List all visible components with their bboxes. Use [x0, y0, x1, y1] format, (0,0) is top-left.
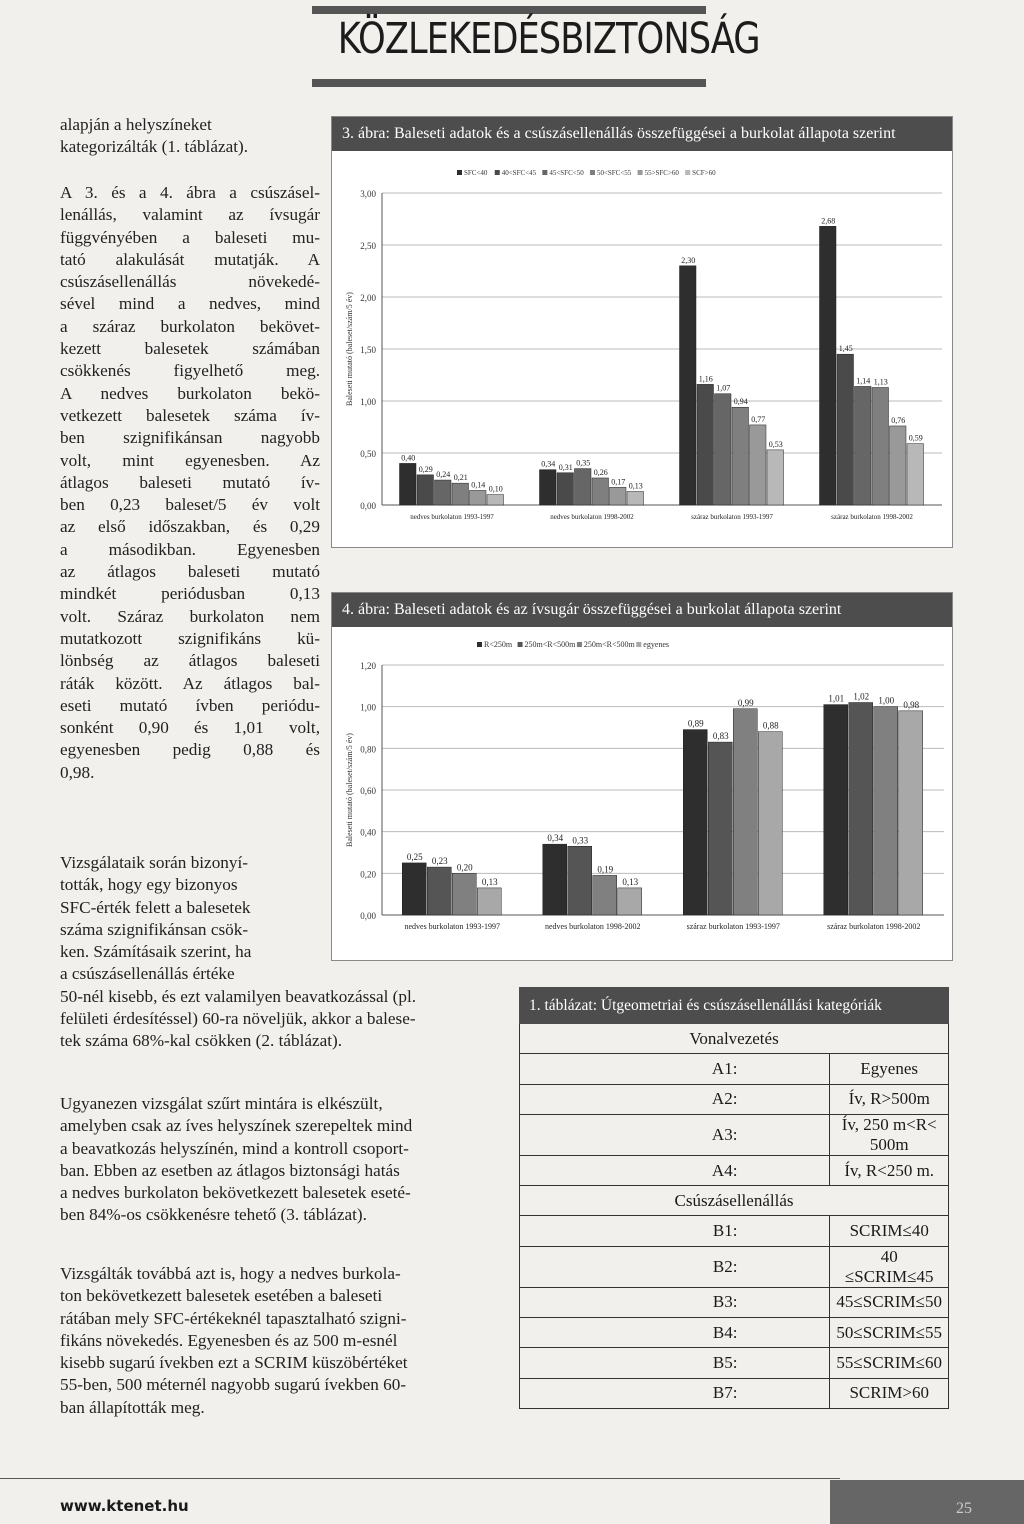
- y-tick-label: 1,20: [360, 661, 376, 671]
- data-label: 2,30: [681, 255, 696, 265]
- text-line: függvényében a baleseti mu-: [60, 227, 320, 247]
- data-label: 1,14: [856, 376, 871, 386]
- category-code: B1:: [520, 1216, 830, 1246]
- text-line: lenállás, valamint az ívsugár: [60, 205, 320, 225]
- data-label: 1,16: [698, 374, 713, 384]
- legend-label: SCF>60: [692, 169, 716, 177]
- bar: [592, 478, 609, 505]
- data-label: 0,98: [903, 699, 920, 710]
- paragraph-filtered: [60, 1093, 510, 1227]
- y-tick-label: 3,00: [360, 189, 376, 199]
- bar: [697, 384, 714, 505]
- figure-3-caption: 3. ábra: Baleseti adatok és a csúszásellenállás összefüggései a burkolat állapota szerint: [332, 117, 952, 151]
- bar: [417, 475, 434, 505]
- bar: [568, 846, 592, 915]
- bar: [427, 867, 451, 915]
- header-rule-bottom: [312, 79, 706, 87]
- y-tick-label: 0,80: [360, 744, 376, 755]
- bar: [487, 495, 504, 505]
- data-label: 0,13: [481, 876, 498, 887]
- table-section-heading: Csúszásellenállás: [520, 1186, 949, 1216]
- bar: [557, 473, 574, 505]
- text-line: ban. Ebben az esetben az átlagos biztonsági hatás: [60, 1160, 400, 1180]
- text-line: ben szignifikánsan nagyobb: [60, 428, 320, 448]
- data-label: 0,23: [431, 856, 448, 867]
- category-value: Egyenes: [830, 1054, 949, 1084]
- bar: [400, 463, 417, 505]
- bar: [732, 407, 749, 505]
- text-line: Vizsgálataik során bizonyí-: [60, 853, 248, 872]
- legend-swatch: [577, 642, 582, 647]
- bar: [750, 425, 767, 505]
- figure-4-chart: [332, 627, 952, 940]
- legend-swatch: [542, 170, 547, 175]
- text-line: ken. Számításaik szerint, ha: [60, 942, 252, 962]
- data-label: 0,83: [712, 731, 729, 742]
- legend-swatch: [457, 170, 462, 175]
- text-line: mutatkozott szignifikáns kü-: [60, 628, 320, 648]
- table-1-title: 1. táblázat: Útgeometriai és csúszásellenállási kategóriák: [519, 987, 949, 1024]
- legend-swatch: [495, 170, 500, 175]
- section-title: KÖZLEKEDÉSBIZTONSÁG: [337, 14, 760, 64]
- legend-swatch: [477, 642, 482, 647]
- table-1: [519, 987, 949, 1409]
- text-line: felületi érdesítéssel) 60-ra növeljük, akkor a balese-: [60, 1009, 416, 1029]
- text-line: ráták között. Az átlagos bal-: [60, 673, 320, 693]
- figure-3: [331, 116, 953, 548]
- legend-label: 250m<R<500m: [583, 640, 635, 649]
- y-tick-label: 0,20: [360, 869, 376, 880]
- table-row: [520, 1155, 949, 1185]
- bar: [477, 888, 501, 915]
- bar: [452, 483, 469, 505]
- text-line: ban állapították meg.: [60, 1397, 205, 1417]
- bar: [715, 394, 732, 505]
- text-line: rátában mely SFC-értékeknél tapasztalható szigni-: [60, 1308, 407, 1328]
- bar: [899, 711, 923, 915]
- data-label: 0,26: [593, 467, 608, 477]
- bar: [435, 480, 452, 505]
- bar: [907, 444, 924, 505]
- y-tick-label: 1,00: [360, 702, 376, 713]
- data-label: 0,24: [436, 470, 451, 480]
- y-tick-label: 1,00: [360, 397, 376, 407]
- table-row: [520, 1054, 949, 1084]
- bar: [540, 470, 557, 505]
- chart-legend: [457, 169, 716, 177]
- text-line: a másodikban. Egyenesben: [60, 539, 320, 559]
- bar: [855, 386, 872, 505]
- text-line: csökkenés figyelhető meg.: [60, 361, 320, 381]
- footer-rule: [0, 1478, 840, 1479]
- text-line: csúszásellenállás növekedé-: [60, 272, 320, 292]
- category-value: Ív, R>500m: [830, 1084, 949, 1114]
- bar: [610, 487, 627, 505]
- paragraph-threshold: [60, 1263, 510, 1419]
- bar: [627, 491, 644, 505]
- page-number: 25: [956, 1500, 972, 1517]
- bar: [758, 732, 782, 915]
- text-line: mindkét periódusban 0,13: [60, 584, 320, 604]
- text-line: tató alakulását mutatják. A: [60, 249, 320, 269]
- table-row: [520, 1084, 949, 1114]
- category-value: 45≤SCRIM≤50: [830, 1287, 949, 1317]
- table-section-heading: Vonalvezetés: [520, 1024, 949, 1054]
- legend-label: 50<SFC<55: [596, 169, 632, 177]
- x-category-label: száraz burkolaton 1998-2002: [827, 922, 921, 931]
- data-label: 0,77: [751, 414, 766, 424]
- table-row: [520, 1318, 949, 1348]
- footer-url: www.ktenet.hu: [60, 1497, 189, 1515]
- bar: [593, 875, 617, 915]
- data-label: 0,19: [597, 864, 614, 875]
- data-label: 0,29: [418, 464, 433, 474]
- text-line: 50-nél kisebb, és ezt valamilyen beavatkozással (pl.: [60, 986, 417, 1006]
- text-line: ton bekövetkezett balesetek esetében a baleseti: [60, 1286, 383, 1306]
- bar: [543, 844, 567, 915]
- text-line: tották, hogy egy bizonyos: [60, 875, 238, 895]
- data-label: 1,01: [828, 693, 845, 704]
- text-line: egyenesben pedig 0,88 és: [60, 740, 320, 760]
- text-line: kezett balesetek számában: [60, 339, 320, 359]
- data-label: 0,53: [768, 439, 783, 449]
- data-label: 0,99: [737, 697, 754, 708]
- bar: [683, 730, 707, 915]
- data-label: 0,76: [891, 415, 906, 425]
- bar: [849, 703, 873, 916]
- data-label: 0,40: [401, 453, 416, 463]
- text-line: SFC-érték felett a balesetek: [60, 897, 251, 917]
- bar: [680, 266, 697, 505]
- data-label: 0,88: [762, 720, 779, 731]
- text-line: volt. Száraz burkolaton nem: [60, 606, 320, 626]
- chart-legend: [477, 640, 669, 649]
- text-line: tek száma 68%-kal csökken (2. táblázat).: [60, 1031, 343, 1051]
- data-label: 1,07: [716, 383, 731, 393]
- legend-swatch: [636, 642, 641, 647]
- text-line: volt, mint egyenesben. Az: [60, 450, 320, 470]
- text-line: a nedves burkolaton bekövetkezett balesetek eseté-: [60, 1183, 411, 1203]
- x-category-label: száraz burkolaton 1993-1997: [691, 513, 773, 521]
- bar: [618, 888, 642, 915]
- text-line: az átlagos baleseti mutató: [60, 562, 320, 582]
- data-label: 1,45: [838, 344, 853, 354]
- text-line: az első időszakban, és 0,29: [60, 517, 320, 537]
- bar: [872, 387, 889, 505]
- category-code: A4:: [520, 1155, 830, 1185]
- y-tick-label: 0,00: [360, 501, 376, 511]
- data-label: 0,20: [456, 862, 473, 873]
- legend-swatch: [638, 170, 643, 175]
- data-label: 2,68: [821, 216, 836, 226]
- text-line: kisebb sugarú ívekben ezt a SCRIM küszöbértéket: [60, 1353, 408, 1373]
- text-line: ben 84%-os csökkenésre tehető (3. táblázat).: [60, 1205, 367, 1225]
- bar: [733, 709, 757, 915]
- text-line: lönbség az átlagos baleseti: [60, 651, 320, 671]
- category-value: SCRIM≤40: [830, 1216, 949, 1246]
- category-value: SCRIM>60: [830, 1378, 949, 1408]
- data-label: 0,59: [908, 433, 923, 443]
- bar: [402, 863, 426, 915]
- text-line: A 3. és a 4. ábra a csúszásel-: [60, 183, 320, 202]
- data-label: 0,25: [406, 851, 423, 862]
- data-label: 0,13: [622, 876, 639, 887]
- category-value: Ív, 250 m<R< 500m: [830, 1114, 949, 1155]
- paragraph-figures: [60, 182, 320, 784]
- table-row: [520, 1378, 949, 1408]
- data-label: 0,89: [687, 718, 704, 729]
- legend-swatch: [685, 170, 690, 175]
- bar: [890, 426, 907, 505]
- bar: [820, 226, 837, 505]
- bar: [837, 354, 854, 505]
- text-line: száma szignifikánsan csök-: [60, 919, 249, 939]
- legend-label: 55>SFC>60: [644, 169, 679, 177]
- table-row: [520, 1287, 949, 1317]
- data-label: 0,21: [453, 473, 468, 483]
- data-label: 0,17: [611, 477, 626, 487]
- text-line: a száraz burkolaton bekövet-: [60, 316, 320, 336]
- legend-label: SFC<40: [464, 169, 488, 177]
- legend-label: egyenes: [643, 640, 670, 649]
- text-line: ben 0,23 baleset/5 év volt: [60, 495, 320, 515]
- y-tick-label: 2,00: [360, 293, 376, 303]
- table-row: [520, 1246, 949, 1287]
- table-row: [520, 1114, 949, 1155]
- text-line: eseti mutató ívben periódu-: [60, 695, 320, 715]
- legend-swatch: [590, 170, 595, 175]
- figure-3-chart: [332, 151, 952, 525]
- data-label: 0,14: [471, 480, 486, 490]
- legend-label: 45<SFC<50: [549, 169, 584, 177]
- y-tick-label: 0,50: [360, 449, 376, 459]
- category-code: B7:: [520, 1378, 830, 1408]
- bar: [708, 742, 732, 915]
- text-line: amelyben csak az íves helyszínek szerepeltek mind: [60, 1116, 413, 1136]
- legend-label: R<250m: [484, 640, 513, 649]
- data-label: 0,33: [572, 835, 589, 846]
- figure-4: [331, 592, 953, 961]
- category-code: B3:: [520, 1287, 830, 1317]
- paragraph-intro: alapján a helyszíneket kategorizálták (1. táblázat).: [60, 115, 249, 157]
- x-category-label: száraz burkolaton 1993-1997: [686, 922, 780, 931]
- category-code: B4:: [520, 1318, 830, 1348]
- data-label: 0,13: [628, 481, 643, 491]
- legend-label: 250m<R<500m: [524, 640, 576, 649]
- category-code: A1:: [520, 1054, 830, 1084]
- text-line: a beavatkozás helyszínén, mind a kontroll csoport-: [60, 1138, 409, 1158]
- legend-label: 40<SFC<45: [501, 169, 537, 177]
- text-line: a csúszásellenállás értéke: [60, 964, 235, 984]
- x-category-label: nedves burkolaton 1998-2002: [550, 513, 634, 521]
- y-tick-label: 2,50: [360, 241, 376, 251]
- legend-swatch: [518, 642, 523, 647]
- bar: [824, 705, 848, 915]
- bar: [470, 490, 487, 505]
- data-label: 1,00: [878, 695, 895, 706]
- y-axis-label: Baleseti mutató (baleset/szám/5 év): [345, 292, 354, 406]
- figure-4-caption: 4. ábra: Baleseti adatok és az ívsugár összefüggései a burkolat állapota szerint: [332, 593, 952, 627]
- data-label: 0,10: [488, 484, 503, 494]
- bar: [575, 469, 592, 505]
- x-category-label: nedves burkolaton 1998-2002: [544, 922, 641, 931]
- table-row: [520, 1216, 949, 1246]
- category-code: B5:: [520, 1348, 830, 1378]
- bar: [767, 450, 784, 505]
- text-line: átlagos baleseti mutató ív-: [60, 472, 320, 492]
- x-category-label: nedves burkolaton 1993-1997: [404, 922, 501, 931]
- bar: [874, 707, 898, 915]
- category-table: [519, 1024, 949, 1409]
- bar: [452, 873, 476, 915]
- data-label: 1,13: [873, 377, 888, 387]
- category-code: A3:: [520, 1114, 830, 1155]
- y-tick-label: 0,60: [360, 786, 376, 796]
- y-tick-label: 0,00: [360, 911, 376, 921]
- data-label: 0,34: [541, 459, 556, 469]
- text-line: sével mind a nedves, mind: [60, 294, 320, 314]
- text-line: 0,98.: [60, 762, 95, 782]
- header-rule-top: [312, 6, 706, 14]
- category-value: Ív, R<250 m.: [830, 1155, 949, 1185]
- data-label: 0,31: [558, 462, 573, 472]
- y-tick-label: 0,40: [360, 827, 376, 838]
- category-code: A2:: [520, 1084, 830, 1114]
- y-axis-label: Baleseti mutató (baleset/szám/5 év): [345, 733, 354, 847]
- category-code: B2:: [520, 1246, 830, 1287]
- text-line: Ugyanezen vizsgálat szűrt mintára is elkészült,: [60, 1094, 383, 1113]
- data-label: 0,35: [576, 458, 591, 468]
- y-tick-label: 1,50: [360, 345, 376, 355]
- text-line: 55-ben, 500 méternél nagyobb sugarú ívekben 60-: [60, 1375, 407, 1395]
- x-category-label: nedves burkolaton 1993-1997: [410, 513, 494, 521]
- text-line: sonként 0,90 és 1,01 volt,: [60, 718, 320, 738]
- text-line: vetkezett balesetek száma ív-: [60, 405, 320, 425]
- table-row: [520, 1348, 949, 1378]
- x-category-label: száraz burkolaton 1998-2002: [831, 513, 913, 521]
- data-label: 1,02: [853, 691, 870, 702]
- footer-page-box: [830, 1480, 1024, 1524]
- category-value: 50≤SCRIM≤55: [830, 1318, 949, 1348]
- text-line: A nedves burkolaton bekö-: [60, 383, 320, 403]
- text-line: fikáns növekedés. Egyenesben és az 500 m-esnél: [60, 1330, 398, 1350]
- data-label: 0,94: [733, 397, 748, 407]
- category-value: 55≤SCRIM≤60: [830, 1348, 949, 1378]
- category-value: 40 ≤SCRIM≤45: [830, 1246, 949, 1287]
- text-line: Vizsgálták továbbá azt is, hogy a nedves burkola-: [60, 1264, 401, 1283]
- data-label: 0,34: [547, 833, 564, 844]
